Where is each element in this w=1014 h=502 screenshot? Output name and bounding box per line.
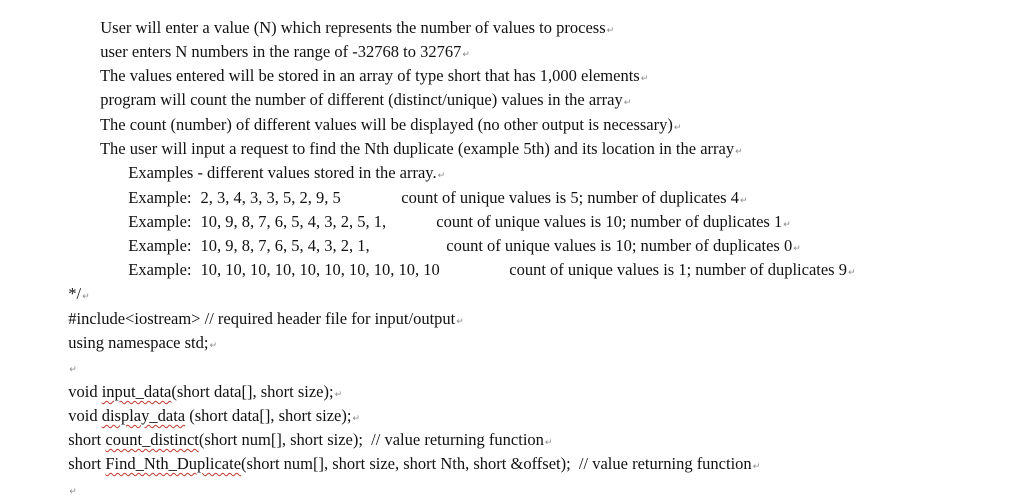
example-result: [428, 192, 791, 231]
prototype-suffix: (short data[], short size);: [185, 406, 352, 425]
example-values: 2, 3, 4, 3, 3, 5, 2, 9, 5: [200, 188, 341, 207]
desc-text: program will count the number of different (distinct/unique) values in the array: [100, 90, 623, 109]
prototype-name: input_data: [101, 382, 172, 401]
example-result-text: count of unique values is 10; number of duplicates 0: [446, 236, 793, 255]
example-row: [120, 240, 440, 279]
desc-text: The values entered will be stored in an array of type short that has 1,000 elements: [99, 66, 640, 85]
example-result-text: count of unique values is 1; number of duplicates 9: [509, 260, 847, 279]
prototype-suffix: (short num[], short size, short Nth, short &offset); // value returning function: [241, 454, 752, 473]
desc-line-1: [92, 0, 615, 37]
paragraph-mark-icon: ↵: [209, 341, 218, 351]
desc-text: The count (number) of different values will be displayed (no other output is necessary): [99, 115, 673, 134]
example-result: [393, 168, 748, 207]
paragraph-mark-icon: ↵: [783, 220, 791, 230]
paragraph-mark-icon: ↵: [82, 292, 90, 302]
comment-end-line: [60, 264, 90, 303]
prototype-line: [60, 386, 360, 425]
example-result: [438, 216, 801, 255]
prototype-prefix: void: [68, 382, 102, 401]
prototype-name: count_distinct: [105, 430, 199, 449]
namespace-text: using namespace std;: [68, 333, 209, 352]
example-label: Example:: [128, 212, 192, 231]
example-label: Example:: [128, 260, 192, 279]
paragraph-mark-icon: ↵: [673, 123, 682, 133]
example-result: [501, 240, 856, 279]
prototype-line: [60, 362, 343, 401]
desc-text: The user will input a request to find the Nth duplicate (example 5th) and its location in the array: [99, 139, 735, 158]
prototype-suffix: (short data[], short size);: [171, 382, 334, 401]
namespace-line: [60, 313, 218, 352]
paragraph-mark-icon: ↵: [735, 147, 743, 157]
prototype-prefix: void: [68, 406, 102, 425]
prototype-suffix: (short num[], short size); // value returning function: [198, 430, 544, 449]
paragraph-mark-icon: ↵: [623, 98, 632, 108]
desc-line-5: [92, 95, 682, 134]
paragraph-mark-icon: ↵: [69, 365, 77, 375]
desc-line-4: [92, 70, 632, 109]
prototype-line: [60, 434, 761, 473]
prototype-prefix: short: [68, 430, 106, 449]
desc-text: User will enter a value (N) which represents the number of values to process: [100, 18, 606, 37]
example-label: Example:: [128, 188, 192, 207]
example-result-text: count of unique values is 10; number of duplicates 1: [436, 212, 783, 231]
desc-line-7: [120, 143, 446, 182]
desc-line-2: [92, 22, 470, 61]
paragraph-mark-icon: ↵: [739, 196, 748, 206]
prototype-prefix: short: [68, 454, 106, 473]
paragraph-mark-icon: ↵: [847, 268, 856, 278]
include-text: #include<iostream> // required header file for input/output: [68, 309, 456, 328]
example-values: 10, 9, 8, 7, 6, 5, 4, 3, 2, 1,: [200, 236, 370, 255]
example-row: [120, 216, 370, 255]
comment-end: */: [68, 284, 82, 303]
paragraph-mark-icon: ↵: [334, 390, 343, 400]
prototype-line: [60, 410, 553, 449]
example-values: 10, 10, 10, 10, 10, 10, 10, 10, 10, 10: [200, 260, 440, 279]
paragraph-mark-icon: ↵: [793, 244, 801, 254]
example-label: Example:: [128, 236, 192, 255]
example-row: [120, 168, 341, 207]
prototype-name: display_data: [101, 406, 186, 425]
example-values: 10, 9, 8, 7, 6, 5, 4, 3, 2, 5, 1,: [200, 212, 387, 231]
paragraph-mark-icon: ↵: [352, 414, 360, 424]
paragraph-mark-icon: ↵: [544, 438, 553, 448]
empty-paragraph: [60, 459, 77, 497]
example-result-text: count of unique values is 5; number of duplicates 4: [401, 188, 739, 207]
empty-paragraph: [60, 337, 77, 375]
desc-line-3: [92, 46, 649, 85]
paragraph-mark-icon: ↵: [606, 26, 615, 36]
paragraph-mark-icon: ↵: [640, 74, 649, 84]
paragraph-mark-icon: ↵: [69, 487, 77, 497]
paragraph-mark-icon: ↵: [456, 317, 464, 327]
paragraph-mark-icon: ↵: [752, 462, 761, 472]
paragraph-mark-icon: ↵: [462, 50, 470, 60]
desc-text: Examples - different values stored in the array.: [128, 163, 437, 182]
include-line: [60, 289, 464, 328]
prototype-name: Find_Nth_Duplicate: [105, 454, 242, 473]
desc-line-6: [92, 119, 743, 158]
desc-text: user enters N numbers in the range of -32768 to 32767: [100, 42, 462, 61]
example-row: [120, 192, 387, 231]
paragraph-mark-icon: ↵: [437, 171, 446, 181]
